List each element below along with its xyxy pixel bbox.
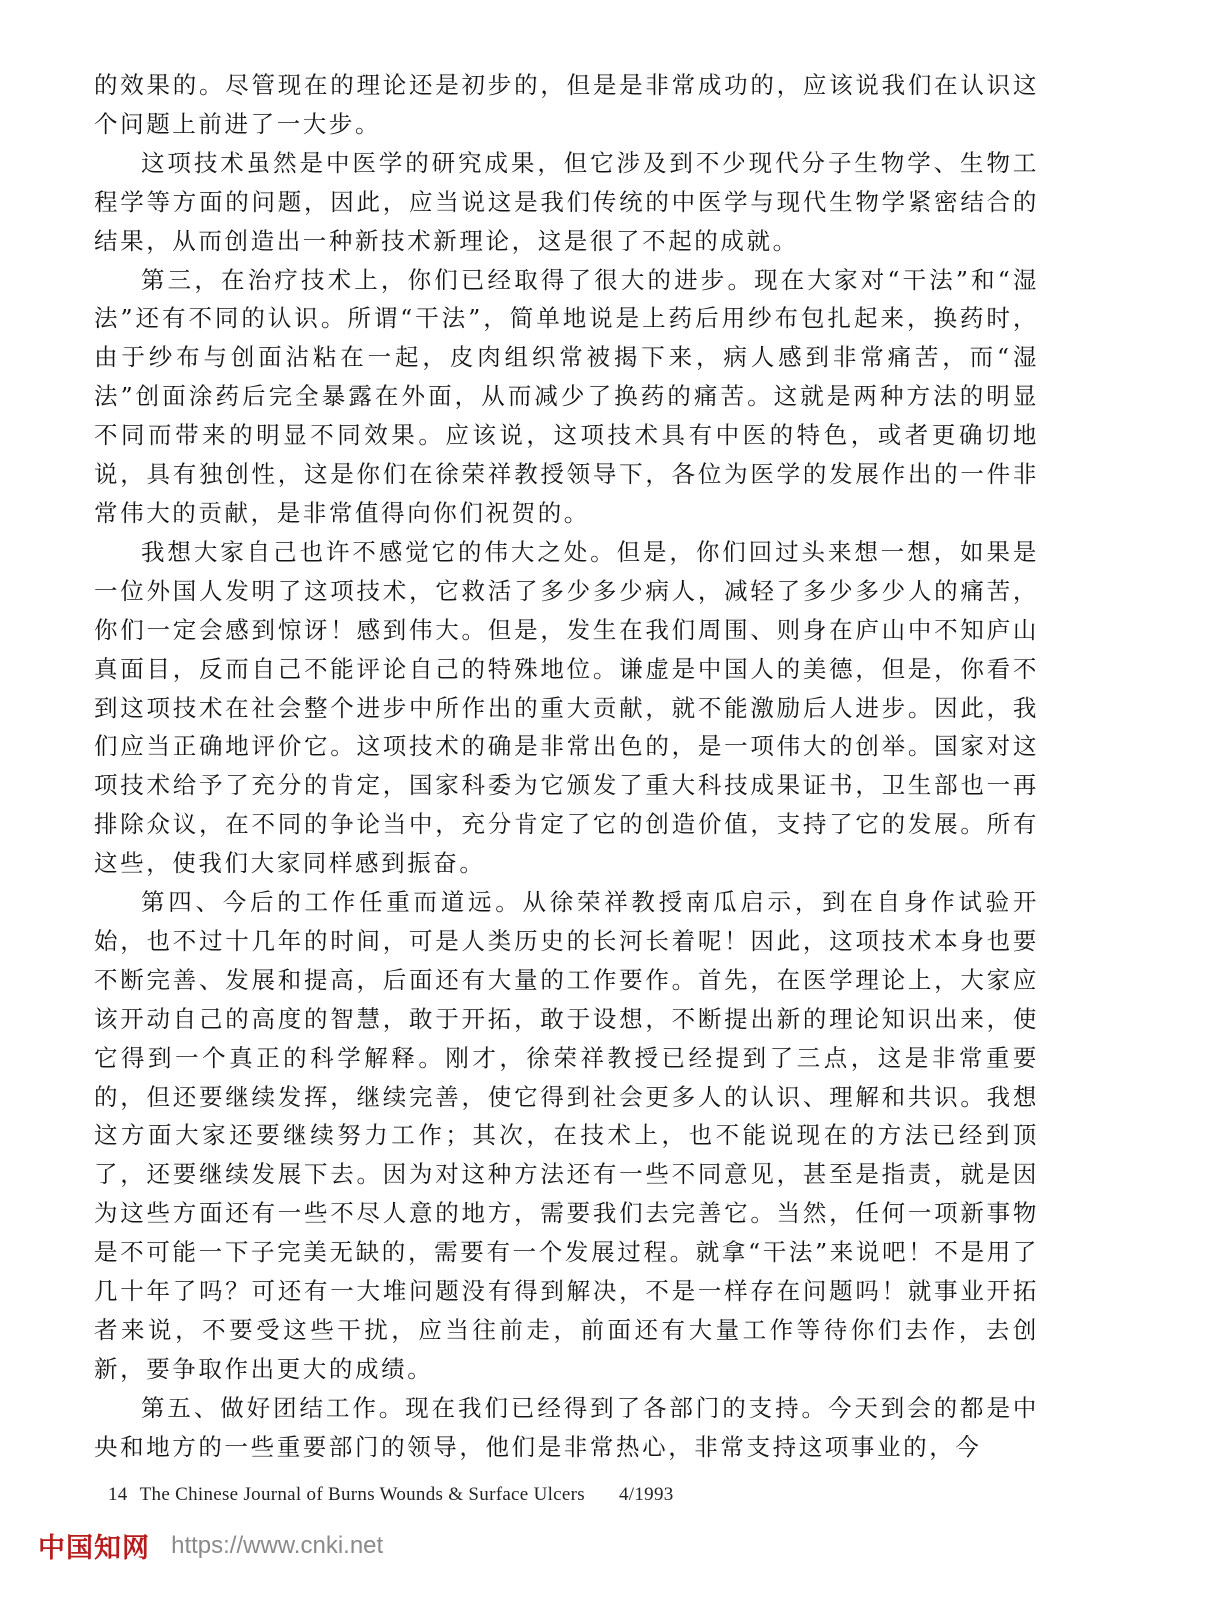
paragraph-fifth-point: 第五、做好团结工作。现在我们已经得到了各部门的支持。今天到会的都是中央和地方的一些重要部门的领导，他们是非常热心，非常支持这项事业的，今 [94,1393,1039,1461]
paragraph-greatness: 我想大家自己也许不感觉它的伟大之处。但是，你们回过头来想一想，如果是一位外国人发明了这项技术，它救活了多少多少病人，减轻了多少多少人的痛苦，你们一定会感到惊讶！感到伟大。但是，发生在我们周围、则身在庐山中不知庐山真面目，反而自己不能评论自己的特殊地位。谦虚是中国人的美德，但是，你看不到这项技术在社会整个进步中所作出的重大贡献，就不能激励后人进步。因此，我们应当正确地评价它。这项技术的确是非常出色的，是一项伟大的创举。国家对这项技术给予了充分的肯定，国家科委为它颁发了重大科技成果证书，卫生部也一再排除众议，在不同的争论当中，充分肯定了它的创造价值，支持了它的发展。所有这些，使我们大家同样感到振奋。 [94,537,1039,878]
issue-number: 4/1993 [618,1484,674,1505]
journal-name: The Chinese Journal of Burns Wounds & Surface Ulcers [139,1484,585,1505]
article-body [94,66,1039,1467]
page-number: 14 [108,1484,128,1505]
paragraph-continuation: 的效果的。尽管现在的理论还是初步的，但是是非常成功的，应该说我们在认识这个问题上前进了一大步。 [94,71,1039,138]
paragraph-research-outcome: 这项技术虽然是中医学的研究成果，但它涉及到不少现代分子生物学、生物工程学等方面的问题，因此，应当说这是我们传统的中医学与现代生物学紧密结合的结果，从而创造出一种新技术新理论，这是很了不起的成就。 [94,148,1039,255]
paragraph-third-point: 第三，在治疗技术上，你们已经取得了很大的进步。现在大家对“干法”和“湿法”还有不同的认识。所谓“干法”，简单地说是上药后用纱布包扎起来，换药时，由于纱布与创面沾粘在一起，皮肉组织常被揭下来，病人感到非常痛苦，而“湿法”创面涂药后完全暴露在外面，从而减少了换药的痛苦。这就是两种方法的明显不同而带来的明显不同效果。应该说，这项技术具有中医的特色，或者更确切地说，具有独创性，这是你们在徐荣祥教授领导下，各位为医学的发展作出的一件非常伟大的贡献，是非常值得向你们祝贺的。 [94,265,1039,527]
cnki-url[interactable]: https://www.cnki.net [171,1531,384,1559]
paragraph-fourth-point: 第四、今后的工作任重而道远。从徐荣祥教授南瓜启示，到在自身作试验开始，也不过十几年的时间，可是人类历史的长河长着呢！因此，这项技术本身也要不断完善、发展和提高，后面还有大量的工作要作。首先，在医学理论上，大家应该开动自己的高度的智慧，敢于开拓，敢于设想，不断提出新的理论知识出来，使它得到一个真正的科学解释。刚才，徐荣祥教授已经提到了三点，这是非常重要的，但还要继续发挥，继续完善，使它得到社会更多人的认识、理解和共识。我想这方面大家还要继续努力工作；其次，在技术上，也不能说现在的方法已经到顶了，还要继续发展下去。因为对这种方法还有一些不同意见，甚至是指责，就是因为这些方面还有一些不尽人意的地方，需要我们去完善它。当然，任何一项新事物是不可能一下子完美无缺的，需要有一个发展过程。就拿“干法”来说吧！不是用了几十年了吗？可还有一大堆问题没有得到解决，不是一样存在问题吗！就事业开拓者来说，不要受这些干扰，应当往前走，前面还有大量工作等待你们去作，去创新，要争取作出更大的成绩。 [94,888,1039,1383]
page-footer [108,1484,686,1506]
cnki-logo-text: 中国知网 [38,1533,150,1564]
cnki-watermark [38,1526,383,1565]
